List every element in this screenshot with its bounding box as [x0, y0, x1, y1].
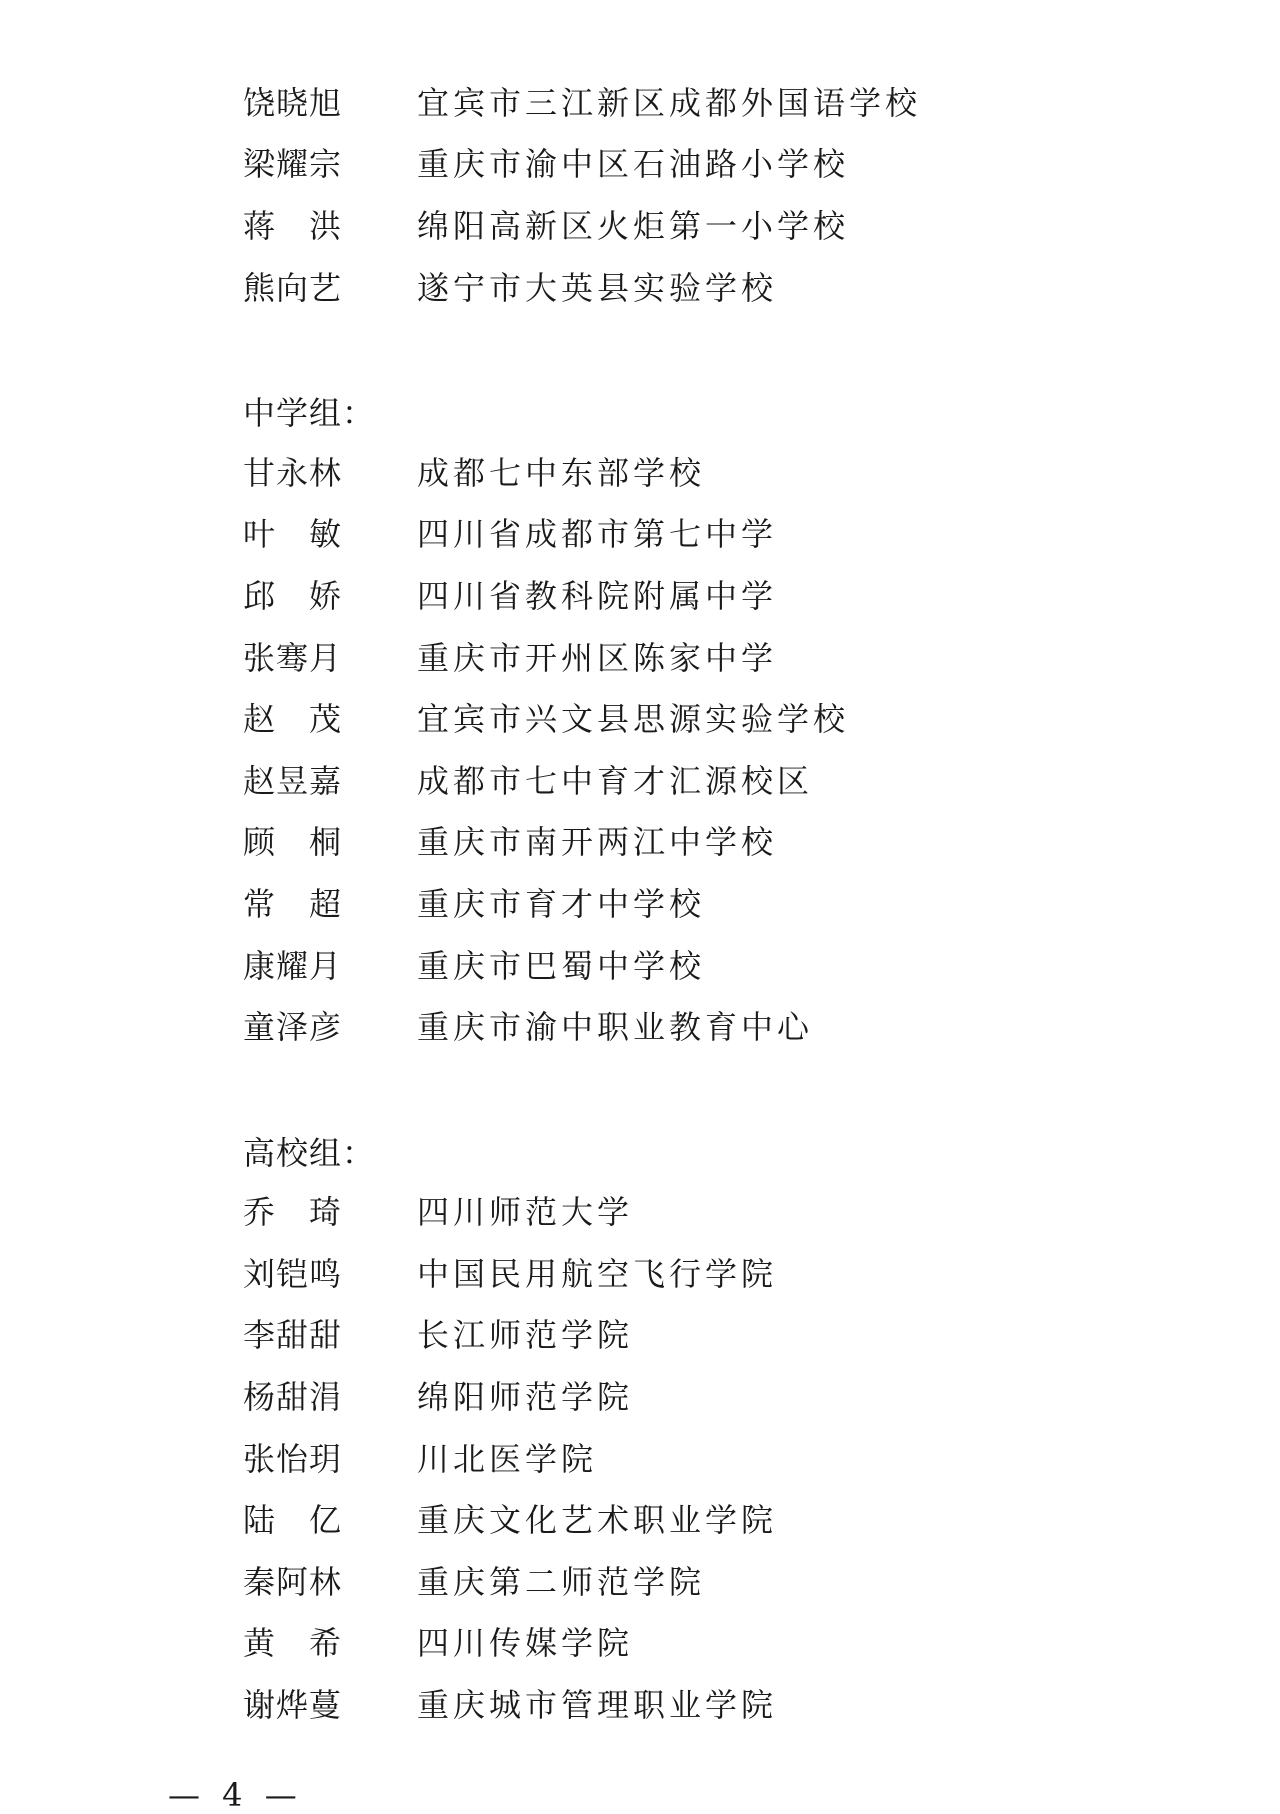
person-name: 叶 敏 [243, 515, 343, 554]
organization-name: 重庆市渝中职业教育中心 [417, 1008, 814, 1047]
person-name: 刘铠鸣 [243, 1254, 343, 1293]
person-name: 乔 琦 [243, 1193, 343, 1232]
person-name: 黄 希 [243, 1624, 343, 1663]
person-name: 赵昱嘉 [243, 761, 343, 800]
list-item [243, 1243, 1143, 1305]
organization-name: 重庆第二师范学院 [417, 1562, 706, 1601]
person-name: 梁耀宗 [243, 145, 343, 184]
organization-name: 重庆市育才中学校 [417, 884, 706, 923]
person-name: 康耀月 [243, 946, 343, 985]
person-name: 谢烨蔓 [243, 1686, 343, 1725]
person-name: 饶晓旭 [243, 83, 343, 122]
organization-name: 四川省成都市第七中学 [417, 515, 778, 554]
organization-name: 遂宁市大英县实验学校 [417, 268, 778, 307]
list-item [243, 1551, 1143, 1613]
list-item [243, 1489, 1143, 1551]
organization-name: 重庆市开州区陈家中学 [417, 638, 778, 677]
list-item [243, 812, 1143, 874]
person-name: 赵 茂 [243, 700, 343, 739]
list-item [243, 1305, 1143, 1367]
list-item [243, 195, 1143, 257]
organization-name: 成都七中东部学校 [417, 453, 706, 492]
section-heading-university: 高校组： [243, 1133, 376, 1172]
person-name: 张骞月 [243, 638, 343, 677]
list-item [243, 1428, 1143, 1490]
list-item [243, 442, 1143, 504]
person-name: 张怡玥 [243, 1439, 343, 1478]
section-spacer [243, 1058, 1143, 1120]
list-item [243, 1613, 1143, 1675]
list-item [243, 1674, 1143, 1736]
organization-name: 重庆文化艺术职业学院 [417, 1501, 778, 1540]
person-name: 陆 亿 [243, 1501, 343, 1540]
person-name: 熊向艺 [243, 268, 343, 307]
organization-name: 长江师范学院 [417, 1316, 634, 1355]
person-name: 秦阿林 [243, 1562, 343, 1601]
organization-name: 成都市七中育才汇源校区 [417, 761, 814, 800]
person-name: 童泽彦 [243, 1008, 343, 1047]
organization-name: 四川省教科院附属中学 [417, 576, 778, 615]
list-item [243, 1182, 1143, 1244]
list-item [243, 935, 1143, 997]
organization-name: 绵阳高新区火炬第一小学校 [417, 206, 850, 245]
organization-name: 四川师范大学 [417, 1193, 634, 1232]
organization-name: 重庆市渝中区石油路小学校 [417, 145, 850, 184]
person-name: 杨甜涓 [243, 1378, 343, 1417]
organization-name: 川北医学院 [417, 1439, 598, 1478]
person-name: 顾 桐 [243, 823, 343, 862]
organization-name: 中国民用航空飞行学院 [417, 1254, 778, 1293]
list-item [243, 257, 1143, 319]
list-item [243, 627, 1143, 689]
organization-name: 重庆市巴蜀中学校 [417, 946, 706, 985]
list-item [243, 996, 1143, 1058]
list-item [243, 134, 1143, 196]
organization-name: 重庆市南开两江中学校 [417, 823, 778, 862]
list-item [243, 873, 1143, 935]
list-item [243, 688, 1143, 750]
organization-name: 重庆城市管理职业学院 [417, 1686, 778, 1725]
page-number: — 4 — [168, 1776, 303, 1814]
person-name: 李甜甜 [243, 1316, 343, 1355]
list-item [243, 504, 1143, 566]
list-item [243, 72, 1143, 134]
person-name: 甘永林 [243, 453, 343, 492]
section-spacer [243, 318, 1143, 380]
person-name: 邱 娇 [243, 576, 343, 615]
organization-name: 宜宾市三江新区成都外国语学校 [417, 83, 922, 122]
list-item [243, 565, 1143, 627]
organization-name: 绵阳师范学院 [417, 1378, 634, 1417]
organization-name: 四川传媒学院 [417, 1624, 634, 1663]
person-name: 蒋 洪 [243, 206, 343, 245]
list-item [243, 750, 1143, 812]
organization-name: 宜宾市兴文县思源实验学校 [417, 700, 850, 739]
list-item [243, 1366, 1143, 1428]
section-heading-middle-school: 中学组： [243, 394, 376, 433]
person-name: 常 超 [243, 884, 343, 923]
awardee-list [243, 72, 1143, 1736]
